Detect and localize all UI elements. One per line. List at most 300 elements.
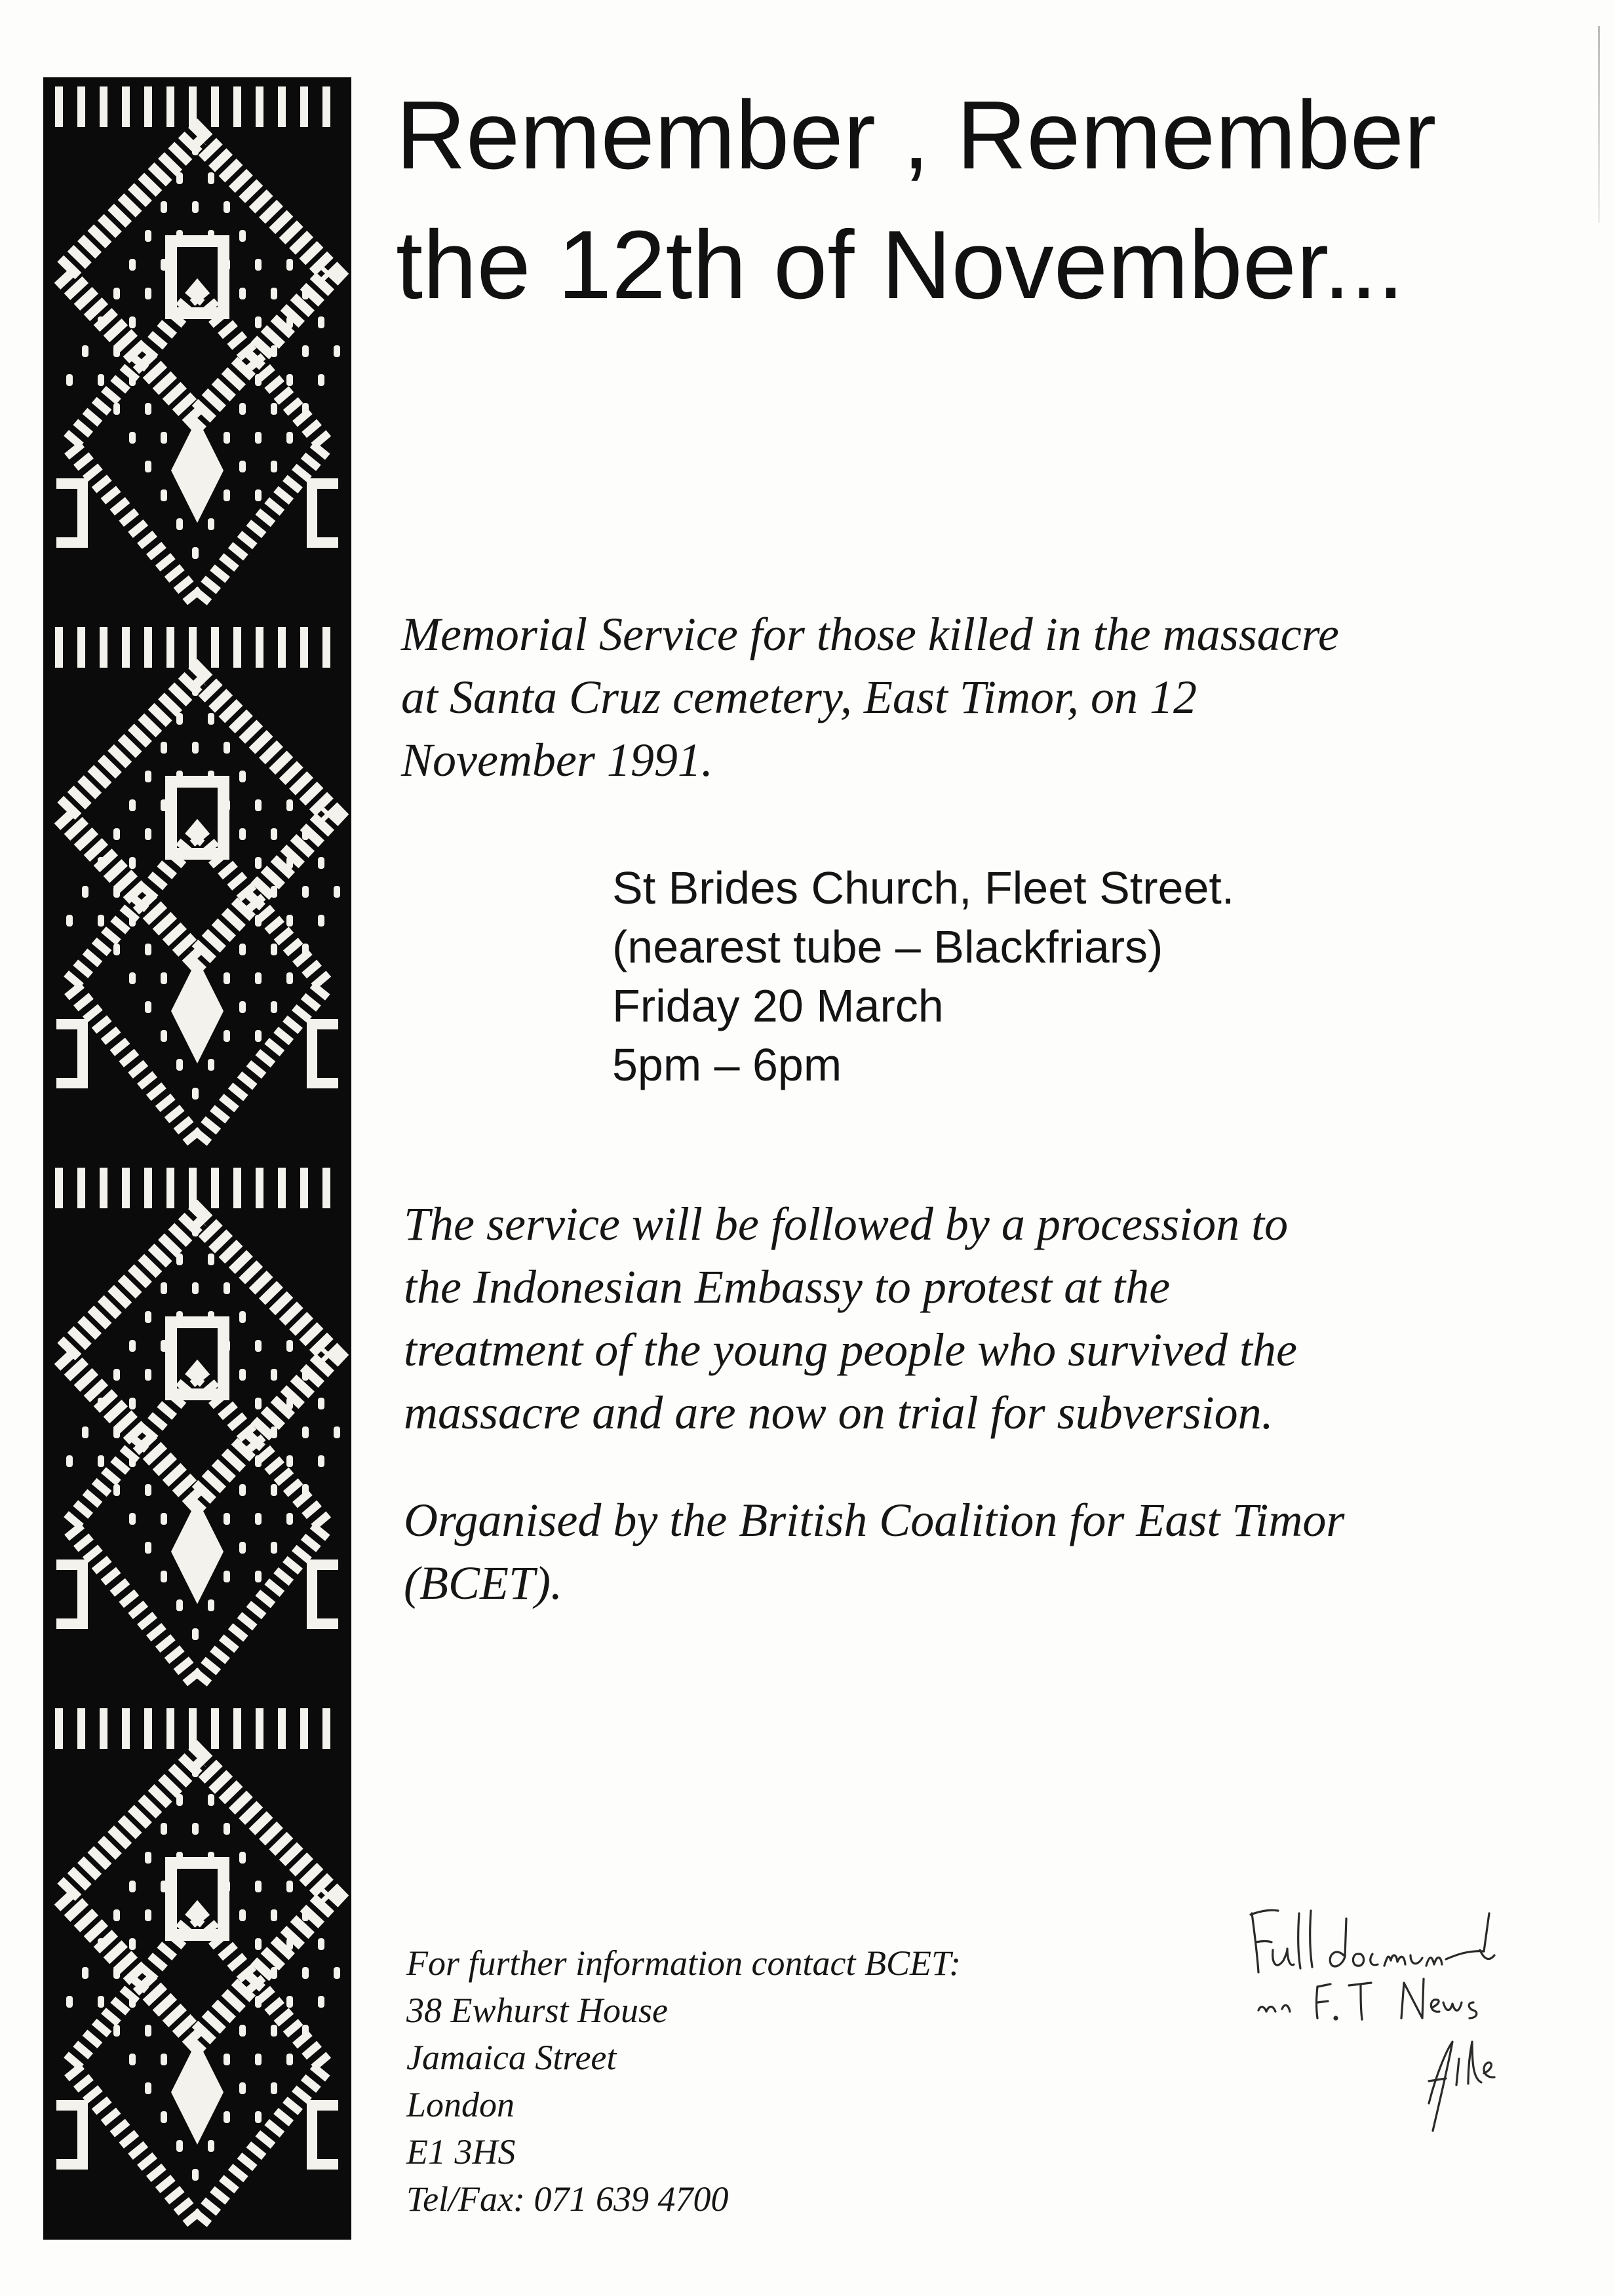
textile-bracket [56,484,83,543]
textile-dot [129,432,136,444]
textile-dot [161,2111,167,2123]
textile-dot [224,1282,230,1294]
textile-dot [192,489,199,501]
textile-dot [161,972,167,984]
textile-dot [286,1996,293,2008]
memorial-description [401,603,1555,792]
textile-fringe [166,1708,174,1749]
textile-dot [161,2054,167,2065]
textile-dot [113,1967,120,1979]
textile-dot [113,1909,120,1921]
contact-phone: Tel/Fax: 071 639 4700 [406,2179,729,2219]
procession-line: the Indonesian Embassy to protest at the [404,1261,1171,1313]
textile-dot [192,144,199,155]
textile-fringe [322,1168,330,1208]
textile-dot [66,374,73,386]
textile-dot [176,1001,183,1013]
textile-dot [129,972,136,984]
textile-dot [98,1996,104,2008]
textile-dot [176,1599,183,1611]
contact-address-line: 38 Ewhurst House [406,1991,669,2030]
textile-dot [255,799,262,811]
textile-dot [82,345,88,357]
textile-dot [271,403,277,415]
textile-dot [161,489,167,501]
textile-dot [192,1628,199,1640]
textile-fringe [300,627,308,668]
textile-dot [302,1426,309,1438]
textile-dot [271,1484,277,1496]
textile-dot [98,316,104,328]
contact-postcode: E1 3HS [406,2132,516,2172]
textile-dot [239,1542,246,1554]
textile-dot [66,1455,73,1467]
organiser-line: Organised by the British Coalition for East Timor [404,1494,1345,1546]
textile-dot [129,1996,136,2008]
procession-line: massacre and are now on trial for subversion. [404,1387,1274,1439]
textile-dot [98,374,104,386]
textile-fringe [322,1708,330,1749]
textile-fringe [166,86,174,127]
textile-dot [224,1030,230,1042]
textile-dot [239,1369,246,1381]
textile-dot [224,201,230,213]
textile-dot [224,1823,230,1835]
textile-dot [176,2082,183,2094]
textile-fringe [100,86,107,127]
textile-dot [129,316,136,328]
textile-fringe [211,86,219,127]
textile-dot [208,518,214,530]
textile-bracket [312,484,338,543]
textile-dot [208,1794,214,1806]
intro-line: at Santa Cruz cemetery, East Timor, on 12 [401,671,1197,723]
textile-bracket [312,2105,338,2164]
textile-dot [255,2111,262,2123]
textile-dot [129,1398,136,1409]
textile-dot [302,288,309,299]
textile-dot [161,799,167,811]
textile-dot [239,2082,246,2094]
textile-bracket [56,2105,83,2164]
textile-dot [98,1398,104,1409]
textile-dot [286,1455,293,1467]
textile-dot [176,713,183,725]
textile-dot [208,230,214,242]
textile-dot [192,1823,199,1835]
contact-block [406,1940,1193,2223]
textile-fringe [233,86,241,127]
textile-fringe [77,86,85,127]
textile-dot [113,828,120,840]
organiser-statement [404,1489,1557,1615]
textile-dot [192,547,199,559]
venue-tube: (nearest tube – Blackfriars) [612,921,1163,972]
textile-dot [318,1938,324,1950]
textile-dot [129,857,136,869]
textile-dot [334,345,340,357]
textile-fringe [233,1168,241,1208]
textile-dot [145,1369,151,1381]
venue-details [612,858,1464,1094]
textile-dot [192,2111,199,2123]
organiser-line: (BCET). [404,1557,562,1609]
ikat-textile-border [43,77,351,2240]
textile-dot [176,1253,183,1265]
scan-edge-line [1598,26,1600,223]
textile-dot [98,1455,104,1467]
textile-dot [113,944,120,955]
textile-dot [271,1967,277,1979]
textile-fringe [166,1168,174,1208]
textile-dot [302,1909,309,1921]
textile-dot [239,1852,246,1864]
textile-dot [82,1967,88,1979]
textile-dot [271,288,277,299]
textile-dot [255,1938,262,1950]
textile-dot [239,944,246,955]
textile-fringe [233,1708,241,1749]
textile-fringe [122,1168,130,1208]
textile-dot [145,403,151,415]
textile-dot [255,1571,262,1582]
textile-dot [145,2082,151,2094]
textile-dot [161,1282,167,1294]
textile-dot [255,374,262,386]
textile-dot [145,1484,151,1496]
textile-dot [145,1542,151,1554]
textile-dot [161,1571,167,1582]
textile-fringe [322,627,330,668]
textile-fringe [100,1168,107,1208]
textile-dot [334,1426,340,1438]
venue-date: Friday 20 March [612,980,944,1031]
textile-dot [176,1542,183,1554]
textile-fringe [77,1708,85,1749]
textile-dot [271,886,277,898]
textile-dot [224,742,230,754]
textile-dot [224,2111,230,2123]
textile-fringe [100,1708,107,1749]
textile-fringe [166,627,174,668]
textile-fringe [122,86,130,127]
textile-dot [98,857,104,869]
textile-dot [192,1282,199,1294]
textile-dot [271,1542,277,1554]
textile-dot [98,915,104,927]
textile-fringe [211,1168,219,1208]
textile-dot [113,2025,120,2037]
textile-fringe [278,627,286,668]
procession-line: The service will be followed by a procession to [404,1198,1289,1250]
textile-dot [145,944,151,955]
textile-dot [145,1852,151,1864]
textile-dot [318,374,324,386]
textile-dot [239,771,246,782]
textile-dot [113,288,120,299]
textile-dot [192,1225,199,1236]
textile-dot [302,828,309,840]
textile-fringe [55,1168,63,1208]
textile-bracket [312,1565,338,1624]
textile-dot [286,915,293,927]
textile-dot [255,857,262,869]
textile-dot [208,1311,214,1323]
textile-dot [271,345,277,357]
textile-dot [129,915,136,927]
textile-dot [129,1513,136,1525]
textile-dot [271,1909,277,1921]
textile-dot [286,1881,293,1892]
handwritten-annotation [1232,1887,1547,2162]
textile-dot [129,799,136,811]
textile-dot [176,1059,183,1071]
textile-dot [255,1513,262,1525]
textile-dot [82,886,88,898]
textile-dot [161,432,167,444]
textile-dot [176,1852,183,1864]
textile-dot [224,1340,230,1352]
textile-dot [66,1996,73,2008]
textile-fringe [300,86,308,127]
textile-fringe [144,1708,152,1749]
textile-bracket [56,1024,83,1083]
textile-dot [145,461,151,472]
textile-fringe [256,627,263,668]
textile-dot [161,201,167,213]
textile-dot [145,1001,151,1013]
textile-dot [113,1484,120,1496]
textile-dot [129,259,136,271]
textile-dot [302,1967,309,1979]
textile-dot [334,886,340,898]
textile-dot [224,489,230,501]
contact-address-line: Jamaica Street [406,2038,617,2077]
textile-dot [255,489,262,501]
textile-dot [286,259,293,271]
textile-fringe [278,1708,286,1749]
textile-dot [176,2140,183,2152]
textile-fringe [211,627,219,668]
textile-fringe [256,86,263,127]
textile-dot [145,771,151,782]
textile-dot [255,1996,262,2008]
textile-dot [302,1484,309,1496]
textile-dot [286,2054,293,2065]
textile-dot [271,828,277,840]
textile-dot [208,1059,214,1071]
intro-line: Memorial Service for those killed in the massacre [401,608,1339,660]
textile-fringe [256,1168,263,1208]
textile-dot [145,828,151,840]
title-line-1: Remember , Remember [396,81,1437,189]
textile-fringe [256,1708,263,1749]
textile-dot [192,684,199,696]
textile-dot [129,1881,136,1892]
textile-dot [113,403,120,415]
textile-bracket [56,1565,83,1624]
textile-dot [302,886,309,898]
textile-dot [239,403,246,415]
textile-dot [286,1513,293,1525]
textile-fringe [233,627,241,668]
textile-dot [239,2025,246,2037]
textile-dot [271,461,277,472]
textile-dot [176,172,183,184]
textile-dot [286,857,293,869]
textile-dot [161,742,167,754]
textile-dot [286,972,293,984]
title-line-2: the 12th of November... [396,211,1405,319]
textile-dot [208,1001,214,1013]
textile-fringe [77,1168,85,1208]
contact-address-line: London [406,2085,515,2124]
textile-dot [239,1909,246,1921]
textile-dot [176,1311,183,1323]
textile-dot [239,288,246,299]
textile-dot [224,432,230,444]
textile-dot [113,1426,120,1438]
textile-dot [113,886,120,898]
textile-fringe [300,1168,308,1208]
textile-dot [255,432,262,444]
textile-dot [255,259,262,271]
textile-dot [239,461,246,472]
textile-dot [239,1001,246,1013]
textile-dot [255,1340,262,1352]
textile-fringe [55,627,63,668]
textile-dot [176,518,183,530]
textile-dot [161,1823,167,1835]
textile-dot [98,1938,104,1950]
textile-dot [192,2169,199,2181]
textile-dot [208,1253,214,1265]
textile-dot [176,461,183,472]
textile-dot [192,1765,199,1777]
textile-dot [302,403,309,415]
textile-dot [318,1455,324,1467]
textile-dot [302,345,309,357]
textile-dot [271,944,277,955]
textile-dot [255,915,262,927]
textile-dot [255,972,262,984]
textile-dot [145,1311,151,1323]
textile-dot [208,771,214,782]
textile-dot [318,915,324,927]
textile-dot [82,1426,88,1438]
procession-line: treatment of the young people who survived the [404,1324,1298,1376]
textile-dot [239,230,246,242]
textile-dot [145,1909,151,1921]
textile-fringe [144,86,152,127]
textile-fringe [300,1708,308,1749]
textile-fringe [100,627,107,668]
textile-dot [129,374,136,386]
textile-dot [286,1938,293,1950]
textile-dot [129,2054,136,2065]
textile-dot [224,1881,230,1892]
textile-fringe [122,1708,130,1749]
ikat-pattern-graphic [43,77,351,2240]
textile-dot [334,1967,340,1979]
textile-fringe [55,1708,63,1749]
textile-dot [255,1881,262,1892]
textile-bracket [312,1024,338,1083]
textile-dot [129,1340,136,1352]
textile-dot [192,1088,199,1100]
textile-dot [208,713,214,725]
textile-dot [161,1340,167,1352]
textile-dot [318,1996,324,2008]
textile-dot [302,1369,309,1381]
textile-dot [318,857,324,869]
textile-dot [192,1571,199,1582]
venue-location: St Brides Church, Fleet Street. [612,862,1235,913]
textile-dot [255,1398,262,1409]
textile-dot [176,230,183,242]
textile-dot [192,742,199,754]
textile-dot [224,1571,230,1582]
textile-dot [161,1881,167,1892]
textile-dot [255,316,262,328]
textile-dot [161,1030,167,1042]
textile-dot [208,172,214,184]
textile-dot [224,259,230,271]
textile-dot [66,915,73,927]
textile-dot [161,1513,167,1525]
textile-dot [286,374,293,386]
textile-dot [302,944,309,955]
textile-dot [176,1794,183,1806]
textile-dot [145,2025,151,2037]
textile-dot [286,432,293,444]
textile-dot [208,2082,214,2094]
textile-dot [286,316,293,328]
textile-dot [286,799,293,811]
textile-dot [255,1030,262,1042]
textile-dot [318,316,324,328]
textile-dot [271,1426,277,1438]
textile-fringe [55,86,63,127]
textile-dot [208,1599,214,1611]
procession-description [404,1193,1557,1444]
textile-dot [224,2054,230,2065]
page-title [396,71,1549,330]
textile-dot [318,1398,324,1409]
textile-dot [145,288,151,299]
textile-dot [192,201,199,213]
textile-dot [255,2054,262,2065]
textile-fringe [77,627,85,668]
textile-dot [161,259,167,271]
textile-dot [271,2025,277,2037]
textile-dot [271,2082,277,2094]
textile-fringe [322,86,330,127]
intro-line: November 1991. [401,734,713,786]
textile-dot [145,230,151,242]
textile-dot [208,461,214,472]
textile-dot [224,799,230,811]
textile-dot [255,1455,262,1467]
textile-dot [224,1513,230,1525]
textile-dot [239,1484,246,1496]
textile-dot [239,828,246,840]
textile-dot [176,771,183,782]
textile-fringe [278,86,286,127]
contact-heading: For further information contact BCET: [406,1943,961,1983]
textile-fringe [122,627,130,668]
textile-dot [129,1455,136,1467]
